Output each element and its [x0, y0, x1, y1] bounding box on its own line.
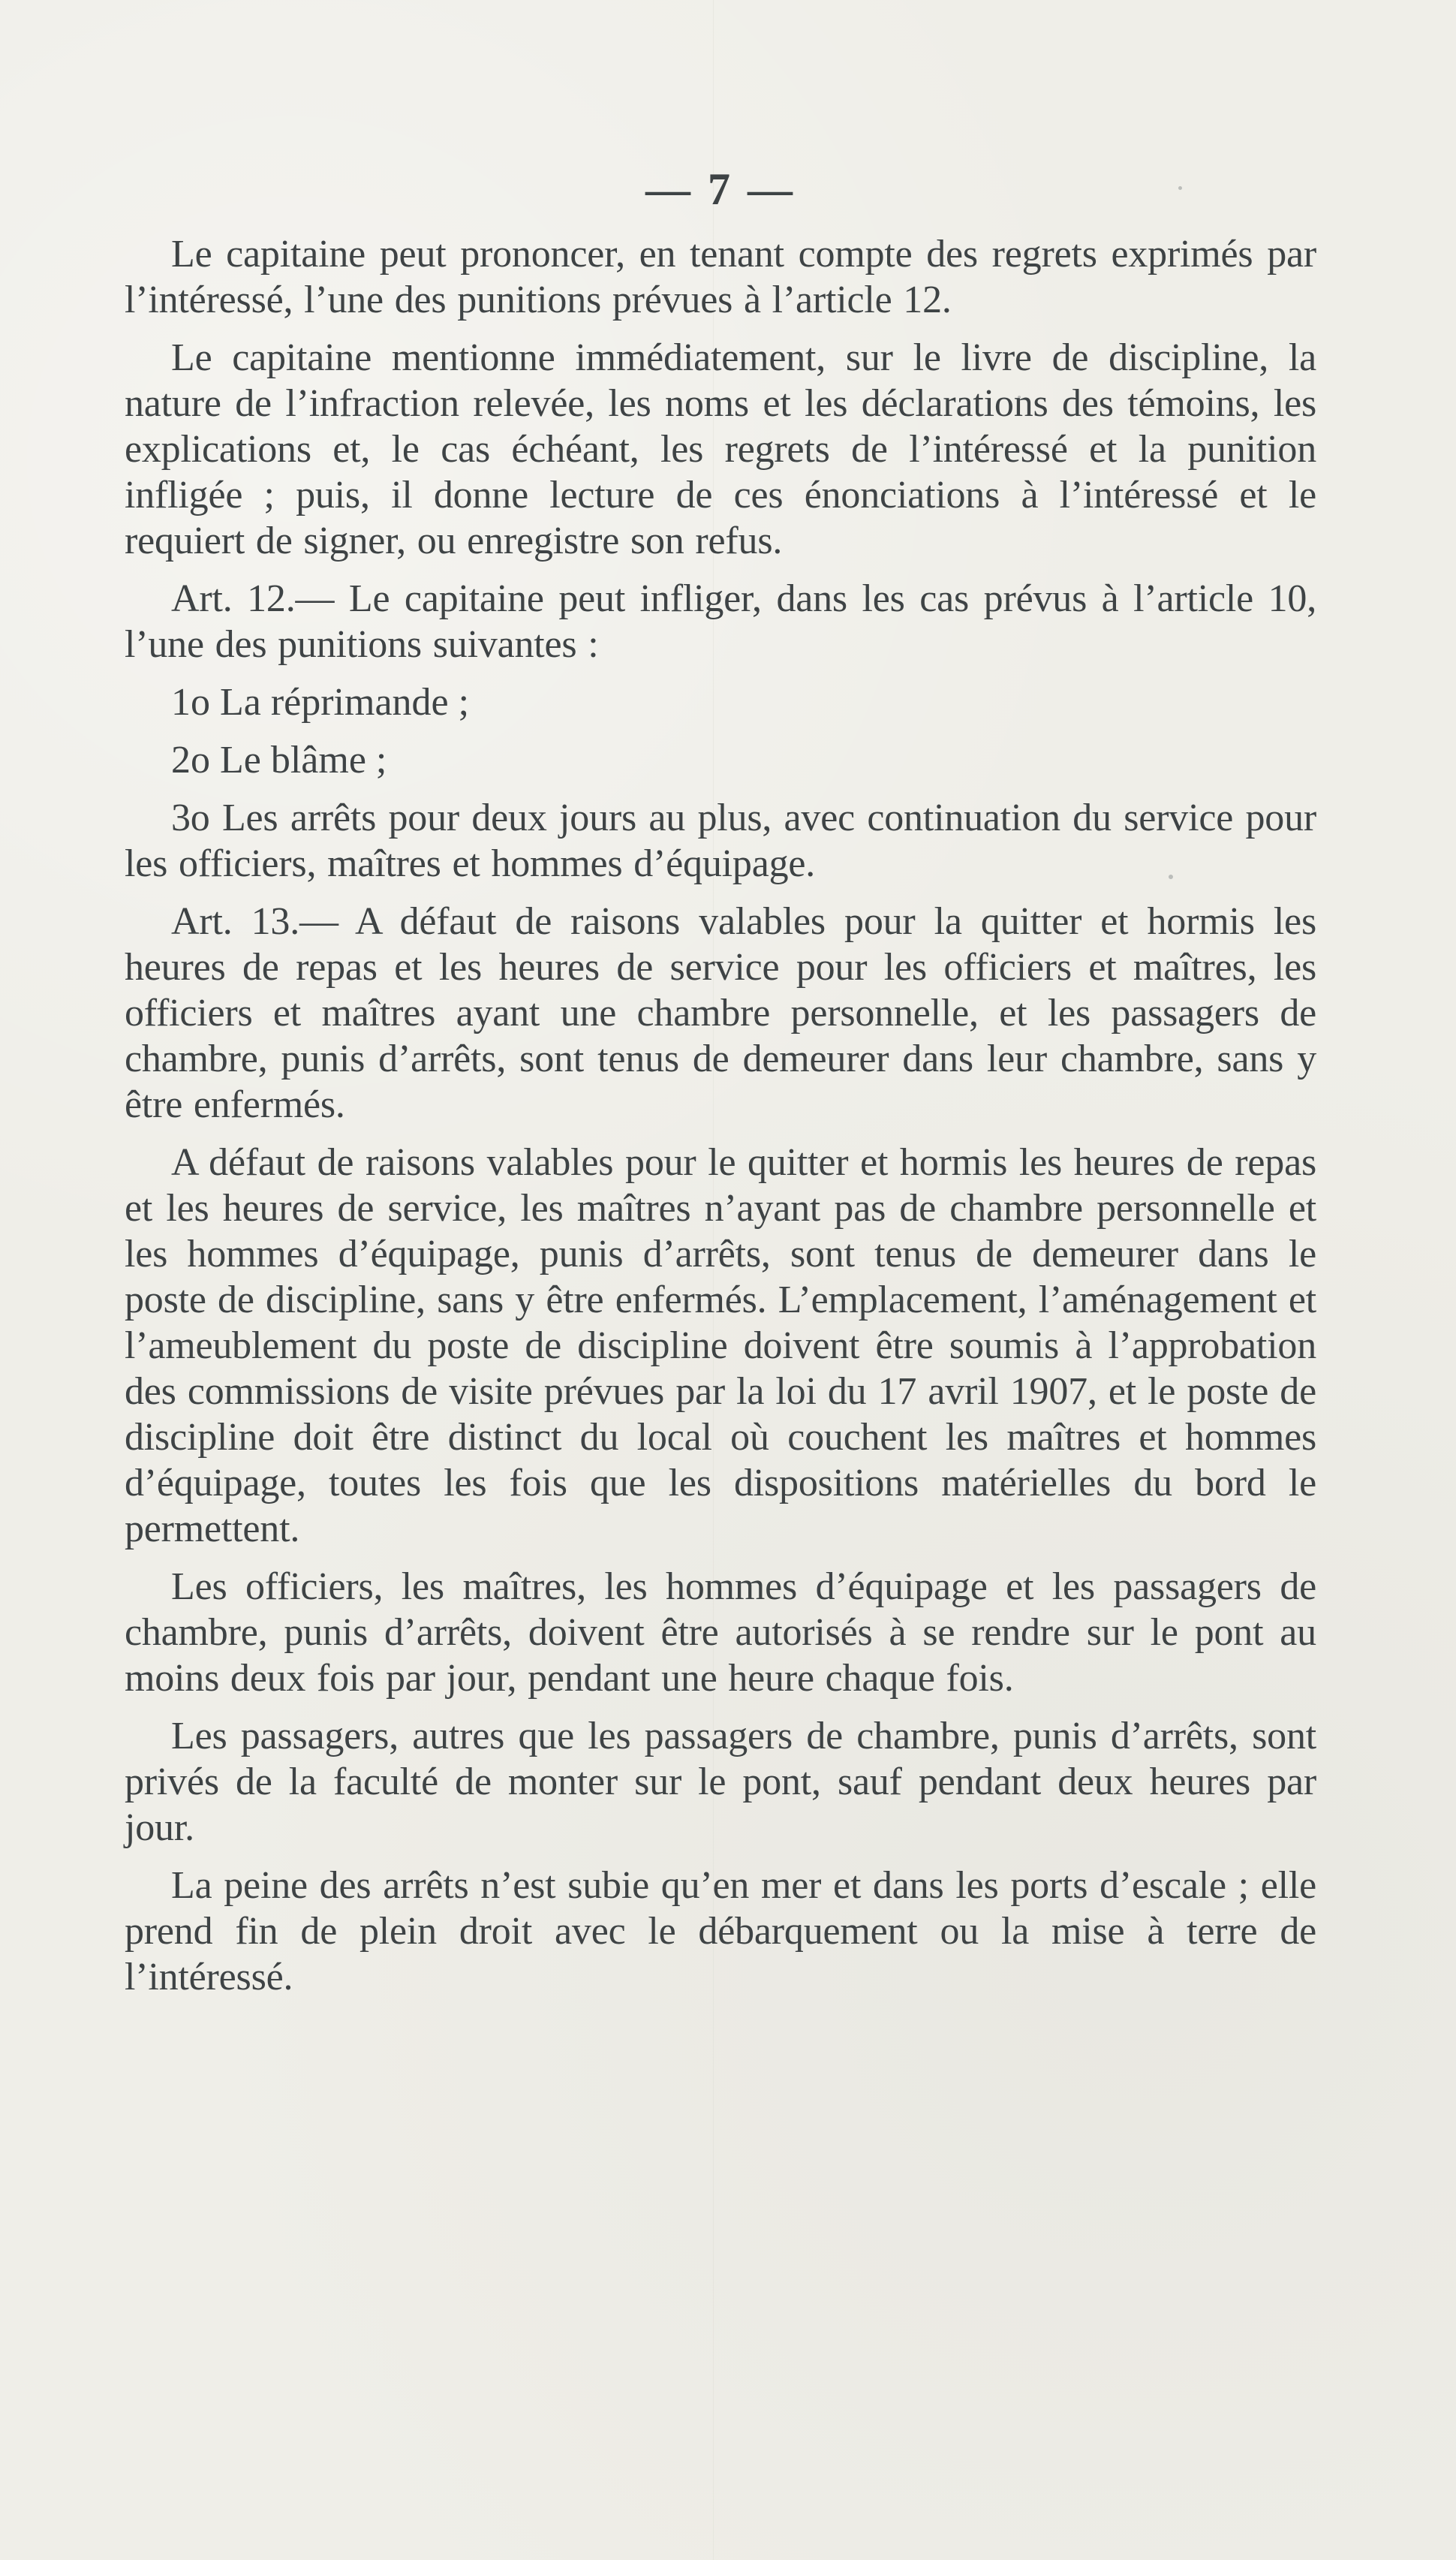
- paragraph: A défaut de raisons valables pour le quitter et hormis les heures de repas et les heures de service, les maîtres n’ayant pas de chambre personnelle et les hommes d’équipage, punis d’arrêts, sont tenus de demeurer dans le poste de discipline, sans y être enfermés. L’emplacement, l’aménagement et l’ameublement du poste de discipline doivent être soumis à l’approbation des commissions de visite prévues par la loi du 17 avril 1907, et le poste de discipline doit être distinct du local où couchent les maîtres et hommes d’équipage, toutes les fois que les dispositions matérielles du bord le permettent.: [125, 1141, 1316, 1550]
- article-12-heading: Art. 12.—: [171, 577, 335, 620]
- article-13: [125, 899, 1316, 1128]
- paragraph: La peine des arrêts n’est subie qu’en mer et dans les ports d’escale ; elle prend fin de plein droit avec le débarquement ou la mise à terre de l’intéressé.: [125, 1864, 1316, 1998]
- document-body: [125, 164, 1316, 2012]
- paragraph: Les officiers, les maîtres, les hommes d’équipage et les passagers de chambre, punis d’arrêts, doivent être autorisés à se rendre sur le pont au moins deux fois par jour, pendant une heure chaque fois.: [125, 1565, 1316, 1700]
- article-13-heading: Art. 13.—: [171, 900, 338, 943]
- punishment-item: 3o Les arrêts pour deux jours au plus, avec continuation du service pour les officiers, maîtres et hommes d’équipage.: [125, 797, 1316, 885]
- punishment-item: 2o Le blâme ;: [171, 739, 387, 782]
- page-number: — 7 —: [645, 164, 796, 214]
- article-12: [125, 576, 1316, 667]
- paragraph: Le capitaine mentionne immédiatement, sur le livre de discipline, la nature de l’infraction relevée, les noms et les déclarations des témoins, les explications et, le cas échéant, les regrets de l’intéressé et la punition infligée ; puis, il donne lecture de ces énonciations à l’intéressé et le requiert de signer, ou enregistre son refus.: [125, 336, 1316, 562]
- punishment-item: 1o La réprimande ;: [171, 681, 470, 724]
- article-12-text: Le capitaine peut infliger, dans les cas prévus à l’article 10, l’une des punitions suivantes :: [125, 577, 1316, 666]
- article-13-first-paragraph: A défaut de raisons valables pour la quitter et hormis les heures de repas et les heures de service pour les officiers et maîtres, les officiers et maîtres ayant une chambre personnelle, et les passagers de chambre, punis d’arrêts, sont tenus de demeurer dans leur chambre, sans y être enfermés.: [125, 900, 1316, 1126]
- paragraph: Le capitaine peut prononcer, en tenant compte des regrets exprimés par l’intéressé, l’une des punitions prévues à l’article 12.: [125, 233, 1316, 321]
- paragraph: Les passagers, autres que les passagers de chambre, punis d’arrêts, sont privés de la faculté de monter sur le pont, sauf pendant deux heures par jour.: [125, 1715, 1316, 1849]
